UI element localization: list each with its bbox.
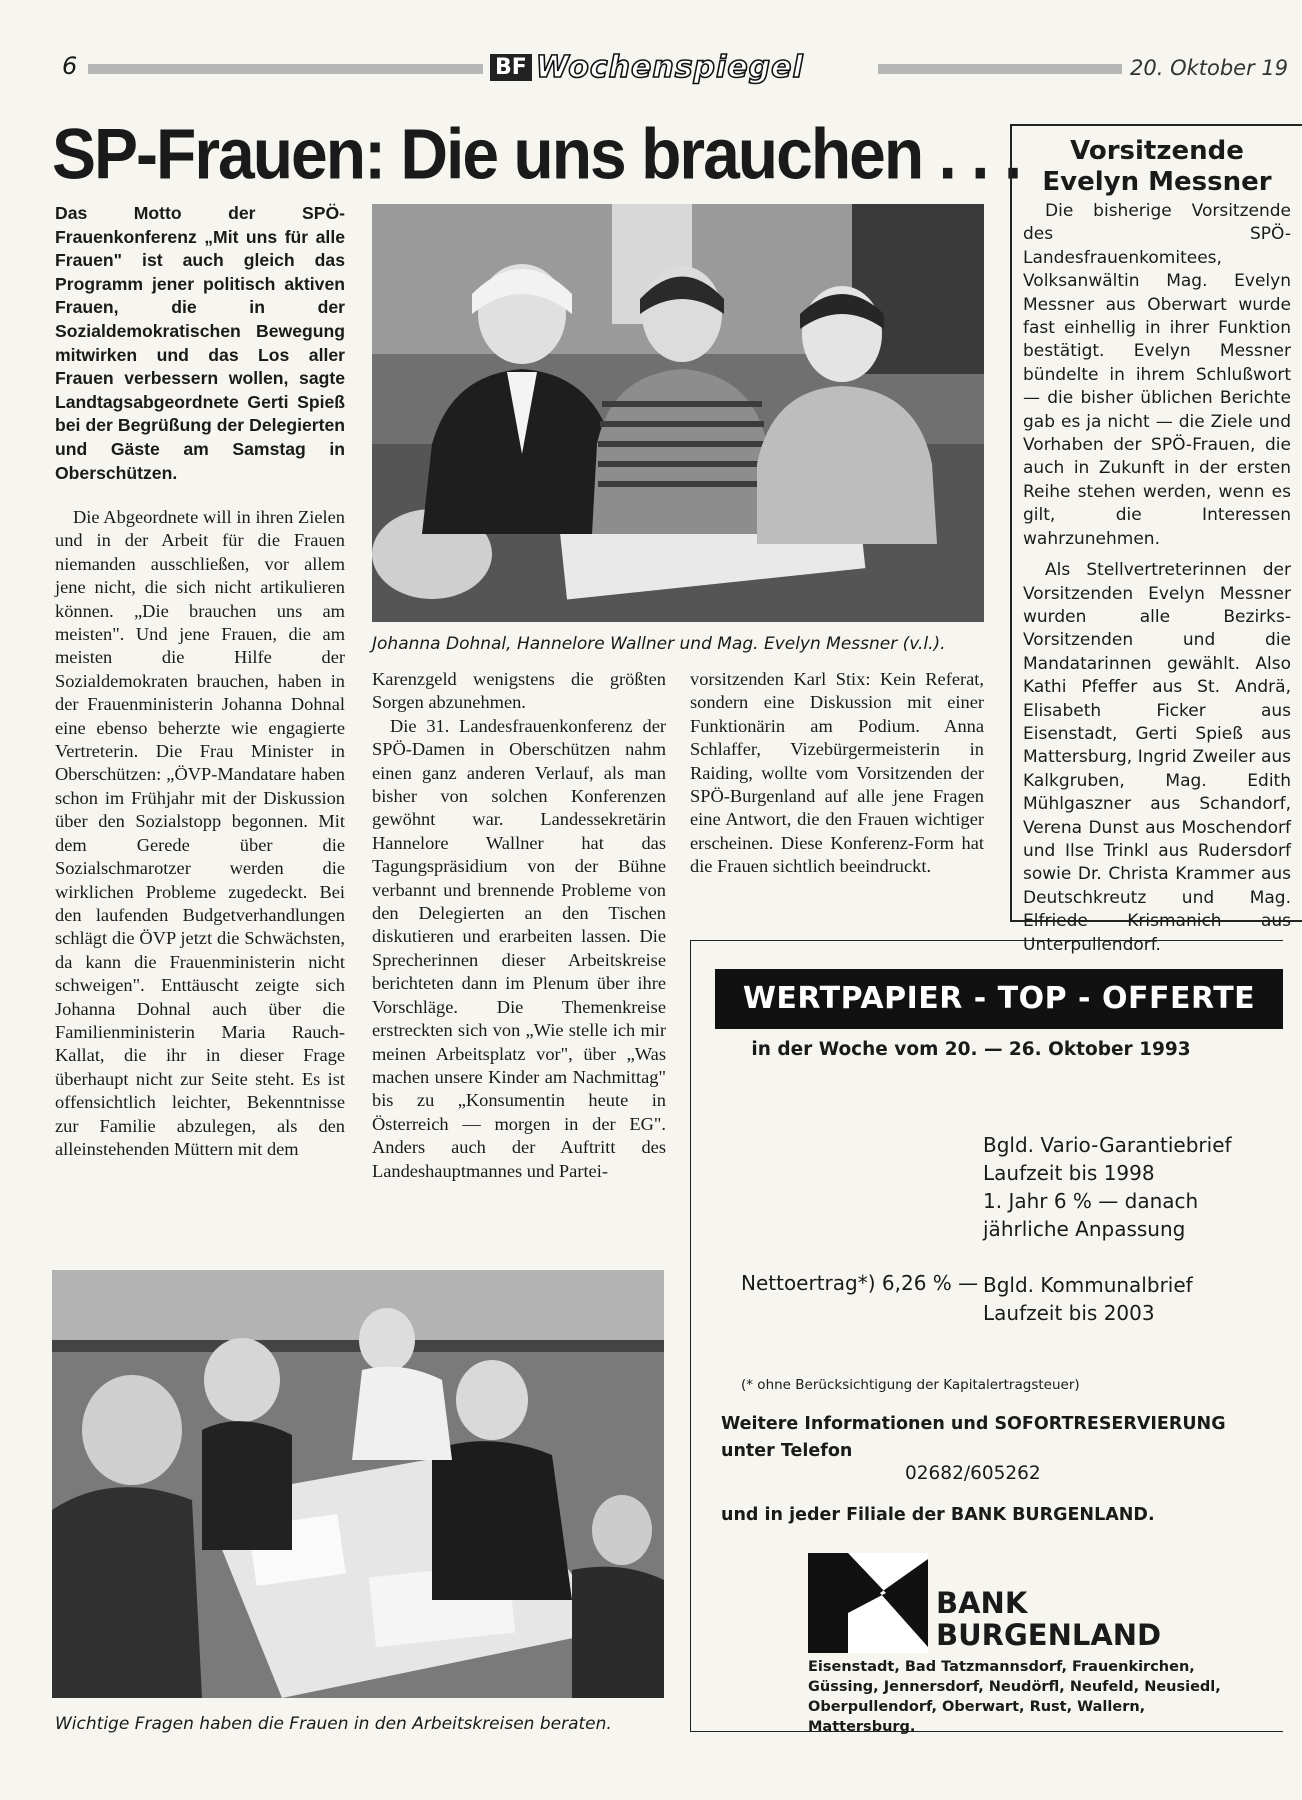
article-col2-text-2: Die 31. Landesfrauenkonferenz der SPÖ-Damen in Oberschützen nahm einen ganz anderen Verlauf, als man bisher von solchen Konferenzen gewöhnt war. Landessekretärin Hannelore Wallner hat das Tagungspräsidium von der Bühne verbannt und brennende Probleme von den Delegierten an den Tischen diskutieren und erarbeiten lassen. Die Sprecherinnen dieser Arbeitskreise berichteten dann im Plenum über ihre Vorschläge. Die Themenkreise erstreckten sich von „Wie stelle ich mir meinen Arbeitsplatz vor", über „Was machen unsere Kinder am Nachmittag" bis zu „Konsumentin heute in Österreich — morgen in der EG". Anders auch der Auftritt des Landeshauptmannes und Partei- <box>372 715 666 1181</box>
offer-kommunal-term: Laufzeit bis 2003 <box>983 1301 1155 1325</box>
sidebar-paragraph-2: Als Stellvertreterinnen der Vorsitzenden Evelyn Messner wurden alle Bezirks-Vorsitzenden und die Mandatarinnen gewählt. Also Kathi Pfeffer aus St. Andrä, Elisabeth Ficker aus Eisenstadt, Gerti Spieß aus Mattersburg, Ingrid Zweiler aus Kalkgruben, Mag. Edith Mühlgaszner aus Schandorf, Verena Dunst aus Moschendorf und Ilse Trinkl aus Rudersdorf sowie Dr. Christa Krammer aus Deutschkreutz und Mag. Elfriede Krismanich aus Unterpullendorf. <box>1023 560 1291 955</box>
ad-info <box>721 1411 1226 1465</box>
article-column-3 <box>690 668 984 879</box>
bank-name <box>936 1587 1161 1651</box>
bank-name-line-2: BURGENLAND <box>936 1618 1162 1652</box>
ad-box <box>690 940 1283 1735</box>
sidebar-box <box>1010 124 1302 955</box>
sidebar-title-line-1: Vorsitzende <box>1070 136 1244 166</box>
offer-vario-rate: 1. Jahr 6 % — danach <box>983 1189 1199 1213</box>
header-rule-right <box>878 64 1122 74</box>
sidebar-title-line-2: Evelyn Messner <box>1042 167 1272 197</box>
bank-logo <box>808 1553 1162 1653</box>
photo-three-women-illustration <box>372 204 984 622</box>
photo-three-women-caption: Johanna Dohnal, Hannelore Wallner und Mag. Evelyn Messner (v.l.). <box>372 634 946 654</box>
ad-banner: WERTPAPIER - TOP - OFFERTE <box>715 969 1283 1029</box>
photo-three-women <box>372 204 984 622</box>
photo-working-groups-illustration <box>52 1270 664 1698</box>
masthead-title: Wochenspiegel <box>535 50 804 85</box>
ad-footnote: (* ohne Berücksichtigung der Kapitalertragsteuer) <box>741 1377 1080 1393</box>
ad-phone: 02682/605262 <box>905 1463 1041 1484</box>
bank-locations: Eisenstadt, Bad Tatzmannsdorf, Frauenkirchen, Güssing, Jennersdorf, Neudörfl, Neufeld, Neusiedl, Oberpullendorf, Oberwart, Rust, Wallern, Mattersburg. <box>808 1659 1221 1735</box>
offer-vario-adjust: jährliche Anpassung <box>983 1217 1186 1241</box>
headline: SP-Frauen: Die uns brauchen . . . <box>52 113 1021 194</box>
sidebar-title <box>1012 136 1302 198</box>
offer-kommunal <box>983 1271 1193 1327</box>
masthead <box>490 50 870 90</box>
sidebar-body <box>1012 198 1291 957</box>
ad-subtitle: in der Woche vom 20. — 26. Oktober 1993 <box>751 1039 1191 1060</box>
masthead-logo-mark: BF <box>490 54 532 81</box>
article-column-2 <box>372 668 666 1183</box>
article-col3-text: vorsitzenden Karl Stix: Kein Referat, sondern eine Diskussion mit einer Funktionärin am Podium. Anna Schlaffer, Vizebürgermeisterin in Raiding, wollte vom Vorsitzenden der SPÖ-Burgenland auf alle jene Fragen eine Antwort, die den Frauen wichtiger erscheinen. Diese Konferenz-Form hat die Frauen sichtlich beeindruckt. <box>690 669 984 877</box>
ad-info-line-2: unter Telefon <box>721 1441 853 1461</box>
offer-vario-name: Bgld. Vario-Garantiebrief <box>983 1133 1232 1157</box>
article-lead: Das Motto der SPÖ-Frauenkonferenz „Mit uns für alle Frauen" ist auch gleich das Programm jener politisch aktiven Frauen, die in der Sozialdemokratischen Bewegung mitwirken und das Los aller Frauen verbessern wollen, sagte Landtagsabgeordnete Gerti Spieß bei der Begrüßung der Delegierten und Gäste am Samstag in Oberschützen. <box>55 203 345 483</box>
header-rule-left <box>88 64 483 74</box>
bank-logo-icon <box>808 1553 928 1653</box>
article-col2-text-1: Karenzgeld wenigstens die größten Sorgen abzunehmen. <box>372 669 666 713</box>
photo-working-groups-caption: Wichtige Fragen haben die Frauen in den Arbeitskreisen beraten. <box>55 1714 612 1734</box>
article-column-1 <box>55 506 345 1161</box>
ad-info-line-1: Weitere Informationen und SOFORTRESERVIERUNG <box>721 1414 1226 1434</box>
ad-branches: und in jeder Filiale der BANK BURGENLAND. <box>721 1505 1155 1525</box>
photo-working-groups <box>52 1270 664 1698</box>
page-number: 6 <box>62 52 78 80</box>
offer-kommunal-name: Bgld. Kommunalbrief <box>983 1273 1193 1297</box>
article-col1-text: Die Abgeordnete will in ihren Zielen und in der Arbeit für die Frauen niemanden ausschließen, vor allem jene nicht, die sich nicht artikulieren können. „Die brauchen uns am meisten". Und jene Frauen, die am meisten die Hilfe der Sozialdemokraten brauchen, haben in der Frauenministerin Johanna Dohnal eine ebenso beherzte wie engagierte Vertreterin. Die Frau Minister in Oberschützen: „ÖVP-Mandatare haben schon im Frühjahr mit der Diskussion über den Sozialstopp begonnen. Mit dem Gerede über die Sozialschmarotzer werden die wirklichen Probleme zugedeckt. Bei den laufenden Budgetverhandlungen schlägt die ÖVP jetzt die Schwächsten, da kann die Frauenministerin nicht schweigen". Enttäuscht zeigte sich Johanna Dohnal auch über die Familienministerin Maria Rauch-Kallat, die ihr in dieser Frage überhaupt nicht zur Seite steht. Es ist offensichtlich leichter, Bekenntnisse zur Familie abzulegen, als den alleinstehenden Müttern mit dem <box>55 507 345 1159</box>
offer-vario-term: Laufzeit bis 1998 <box>983 1161 1155 1185</box>
bank-name-line-1: BANK <box>936 1586 1028 1620</box>
issue-date: 20. Oktober 19 <box>1130 56 1289 80</box>
sidebar-paragraph-1: Die bisherige Vorsitzende des SPÖ-Landesfrauenkomitees, Volksanwältin Mag. Evelyn Messner aus Oberwart wurde fast einhellig in ihrer Funktion bestätigt. Evelyn Messner bündelte in ihrem Schlußwort — die bisher üblichen Berichte gab es ja nicht — die Ziele und Vorhaben der SPÖ-Frauen, die auch in Zukunft in der ersten Reihe stehen werden, wenn es gilt, die Interessen wahrzunehmen. <box>1023 201 1291 549</box>
net-yield: Nettoertrag*) 6,26 % — <box>741 1271 979 1295</box>
offer-vario <box>983 1131 1232 1243</box>
